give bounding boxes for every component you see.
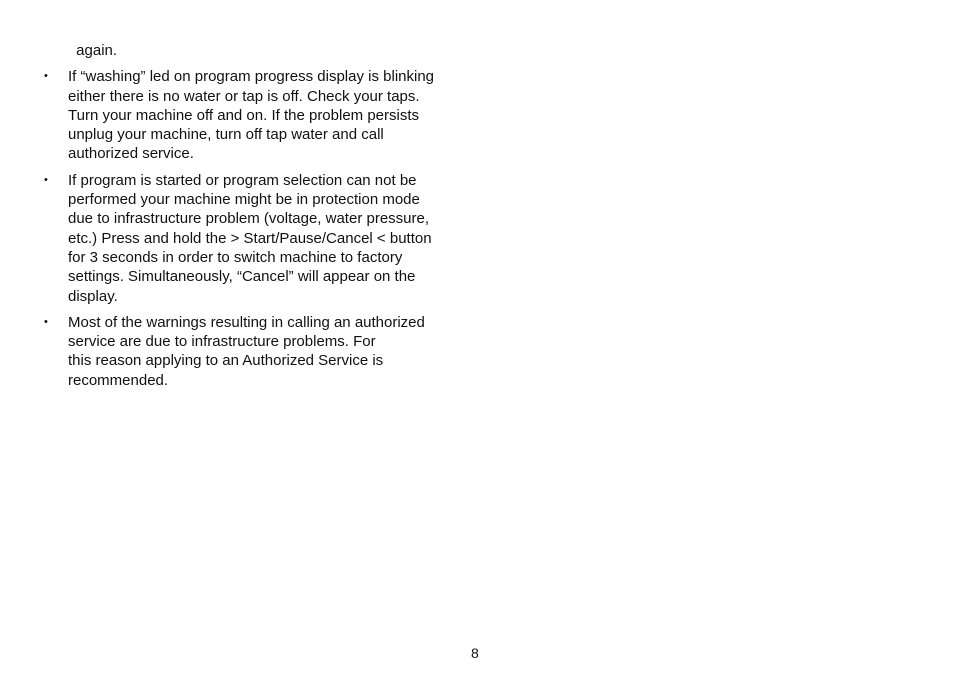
bullet-item-authorized-service — [44, 313, 474, 390]
bullet-line: performed your machine might be in protection mode — [68, 191, 420, 209]
bullet-icon: • — [44, 315, 48, 328]
bullet-line: etc.) Press and hold the > Start/Pause/Cancel < button — [68, 229, 432, 247]
page-number: 8 — [471, 645, 479, 661]
bullet-icon: • — [44, 173, 48, 186]
bullet-line: Turn your machine off and on. If the problem persists — [68, 106, 420, 124]
bullet-item-protection-mode — [44, 171, 474, 306]
bullet-line: recommended. — [68, 371, 169, 389]
bullet-line: either there is no water or tap is off. Check your taps. — [68, 87, 420, 105]
bullet-line: unplug your machine, turn off tap water and call — [68, 126, 384, 144]
bullet-line: If program is started or program selection can not be — [68, 171, 417, 189]
continuation-text: again. — [72, 42, 118, 59]
bullet-line: display. — [68, 287, 118, 305]
bullet-item-washing-led — [44, 67, 474, 163]
bullet-line: due to infrastructure problem (voltage, water pressure, — [68, 210, 430, 228]
bullet-line: authorized service. — [68, 145, 194, 163]
bullet-icon: • — [44, 70, 48, 83]
bullet-line: service are due to infrastructure problems. For — [68, 333, 376, 351]
bullet-line: settings. Simultaneously, “Cancel” will appear on the — [68, 268, 416, 286]
bullet-line: for 3 seconds in order to switch machine to factory — [68, 248, 403, 266]
bullet-line: If “washing” led on program progress display is blinking — [68, 68, 435, 86]
bullet-line: Most of the warnings resulting in calling an authorized — [68, 313, 425, 331]
bullet-line: this reason applying to an Authorized Service is — [68, 352, 384, 370]
page-content — [44, 41, 474, 397]
